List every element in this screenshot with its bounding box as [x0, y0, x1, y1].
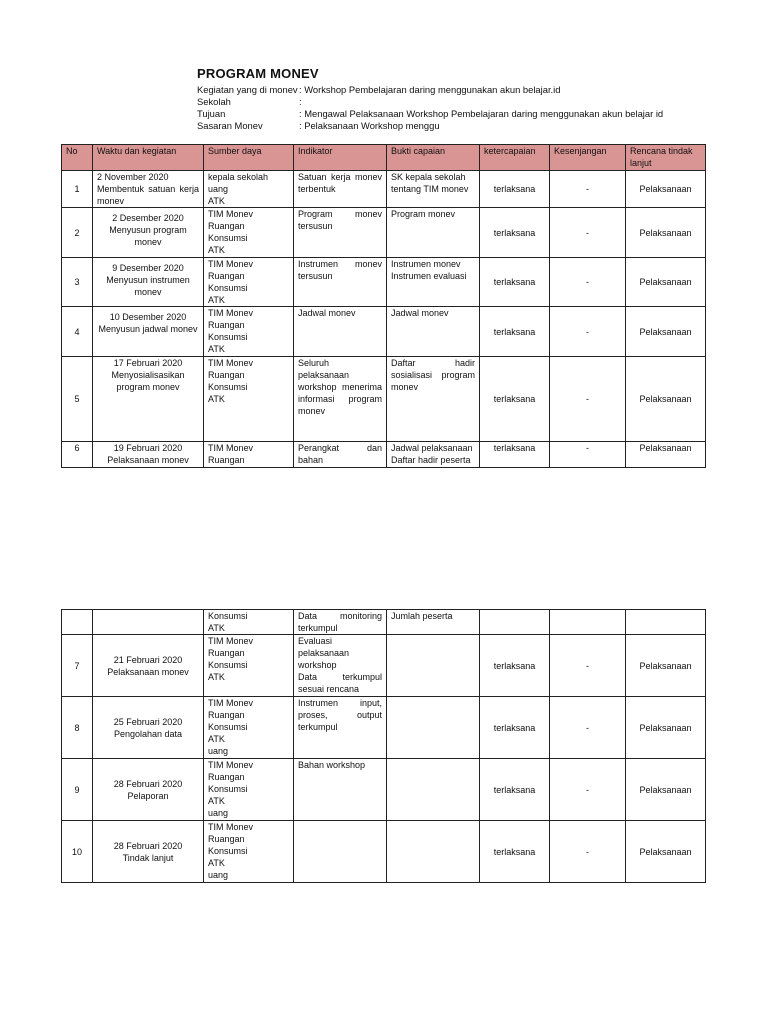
cell-ketercapaian: terlaksana [480, 208, 550, 258]
meta-row-sasaran [197, 120, 663, 132]
cell-ketercapaian: terlaksana [480, 759, 550, 821]
table-row [62, 307, 706, 357]
meta-label: Tujuan [197, 108, 226, 119]
meta-row-kegiatan [197, 84, 663, 96]
cell-waktu: 9 Desember 2020 Menyusun instrumen monev [93, 258, 204, 307]
meta-value: : Mengawal Pelaksanaan Workshop Pembelajaran daring menggunakan akun belajar id [299, 108, 664, 119]
cell-no: 8 [62, 697, 93, 759]
cell-rencana: Pelaksanaan [626, 821, 706, 883]
cell-bukti [387, 759, 480, 821]
cell-no: 10 [62, 821, 93, 883]
cell-sumber: TIM Monev Ruangan Konsumsi ATK uang [204, 821, 294, 883]
cell-bukti [387, 697, 480, 759]
cell-indikator: Data monitoring terkumpul [294, 610, 387, 635]
cell-no: 1 [62, 171, 93, 208]
cell-no: 6 [62, 442, 93, 468]
cell-waktu: 2 Desember 2020 Menyusun program monev [93, 208, 204, 258]
cell-bukti: SK kepala sekolah tentang TIM monev [387, 171, 480, 208]
meta-value: : [299, 96, 302, 107]
cell-ketercapaian [480, 610, 550, 635]
table-row [62, 697, 706, 759]
cell-no: 5 [62, 357, 93, 442]
header-bukti: Bukti capaian [387, 145, 480, 171]
table-row [62, 171, 706, 208]
cell-no: 9 [62, 759, 93, 821]
cell-rencana: Pelaksanaan [626, 697, 706, 759]
cell-kesenjangan: - [550, 208, 626, 258]
cell-sumber: TIM Monev Ruangan Konsumsi ATK [204, 258, 294, 307]
cell-no: 7 [62, 635, 93, 697]
cell-kesenjangan: - [550, 357, 626, 442]
cell-waktu: 28 Februari 2020 Pelaporan [93, 759, 204, 821]
table-row [62, 442, 706, 468]
meta-row-sekolah [197, 96, 663, 108]
cell-kesenjangan [550, 610, 626, 635]
table-row [62, 610, 706, 635]
cell-indikator: Perangkat dan bahan [294, 442, 387, 468]
cell-rencana: Pelaksanaan [626, 208, 706, 258]
cell-indikator: Seluruh pelaksanaan workshop menerima informasi program monev [294, 357, 387, 442]
cell-waktu: 19 Februari 2020 Pelaksanaan monev [93, 442, 204, 468]
cell-indikator: Program monev tersusun [294, 208, 387, 258]
cell-indikator: Instrumen monev tersusun [294, 258, 387, 307]
cell-bukti [387, 635, 480, 697]
table-row [62, 635, 706, 697]
table-row [62, 208, 706, 258]
cell-no: 3 [62, 258, 93, 307]
table-row [62, 258, 706, 307]
cell-indikator: Jadwal monev [294, 307, 387, 357]
table-header-row [62, 145, 706, 171]
cell-sumber: TIM Monev Ruangan Konsumsi ATK [204, 208, 294, 258]
cell-ketercapaian: terlaksana [480, 307, 550, 357]
cell-ketercapaian: terlaksana [480, 171, 550, 208]
meta-label: Sekolah [197, 96, 231, 107]
table-row [62, 759, 706, 821]
cell-sumber: TIM Monev Ruangan Konsumsi ATK [204, 307, 294, 357]
table-row [62, 821, 706, 883]
cell-indikator [294, 821, 387, 883]
cell-sumber: kepala sekolah uang ATK [204, 171, 294, 208]
cell-ketercapaian: terlaksana [480, 821, 550, 883]
cell-indikator: Satuan kerja monev terbentuk [294, 171, 387, 208]
cell-no: 4 [62, 307, 93, 357]
cell-waktu: 10 Desember 2020 Menyusun jadwal monev [93, 307, 204, 357]
cell-rencana: Pelaksanaan [626, 759, 706, 821]
cell-bukti [387, 821, 480, 883]
cell-rencana: Pelaksanaan [626, 442, 706, 468]
cell-kesenjangan: - [550, 759, 626, 821]
header-kesenjangan: Kesenjangan [550, 145, 626, 171]
cell-rencana: Pelaksanaan [626, 357, 706, 442]
cell-kesenjangan: - [550, 171, 626, 208]
header-indikator: Indikator [294, 145, 387, 171]
cell-no [62, 610, 93, 635]
cell-sumber: TIM Monev Ruangan Konsumsi ATK [204, 635, 294, 697]
cell-indikator: Bahan workshop [294, 759, 387, 821]
header-sumber: Sumber daya [204, 145, 294, 171]
meta-label: Kegiatan yang di monev [197, 84, 298, 95]
cell-rencana: Pelaksanaan [626, 171, 706, 208]
cell-waktu: 28 Februari 2020 Tindak lanjut [93, 821, 204, 883]
cell-sumber: TIM Monev Ruangan Konsumsi ATK uang [204, 697, 294, 759]
cell-waktu [93, 610, 204, 635]
monev-table-continued [61, 609, 706, 883]
cell-indikator: Evaluasi pelaksanaan workshop Data terkumpul sesuai rencana [294, 635, 387, 697]
cell-bukti: Jadwal monev [387, 307, 480, 357]
cell-kesenjangan: - [550, 307, 626, 357]
cell-bukti: Daftar hadir sosialisasi program monev [387, 357, 480, 442]
cell-kesenjangan: - [550, 821, 626, 883]
cell-sumber: TIM Monev Ruangan [204, 442, 294, 468]
cell-no: 2 [62, 208, 93, 258]
cell-ketercapaian: terlaksana [480, 635, 550, 697]
cell-ketercapaian: terlaksana [480, 357, 550, 442]
cell-rencana: Pelaksanaan [626, 307, 706, 357]
cell-rencana [626, 610, 706, 635]
monev-table [61, 144, 706, 468]
cell-kesenjangan: - [550, 442, 626, 468]
cell-ketercapaian: terlaksana [480, 442, 550, 468]
cell-waktu: 17 Februari 2020 Menyosialisasikan program monev [93, 357, 204, 442]
cell-kesenjangan: - [550, 697, 626, 759]
document-title: PROGRAM MONEV [197, 66, 319, 81]
cell-rencana: Pelaksanaan [626, 635, 706, 697]
cell-ketercapaian: terlaksana [480, 697, 550, 759]
cell-bukti: Instrumen monev Instrumen evaluasi [387, 258, 480, 307]
cell-sumber: TIM Monev Ruangan Konsumsi ATK uang [204, 759, 294, 821]
cell-waktu: 2 November 2020 Membentuk satuan kerja monev [93, 171, 204, 208]
meta-label: Sasaran Monev [197, 120, 263, 131]
cell-bukti: Jadwal pelaksanaan Daftar hadir peserta [387, 442, 480, 468]
cell-waktu: 21 Februari 2020 Pelaksanaan monev [93, 635, 204, 697]
meta-value: : Workshop Pembelajaran daring menggunakan akun belajar.id [299, 84, 561, 95]
meta-value: : Pelaksanaan Workshop menggu [299, 120, 440, 131]
header-no: No [62, 145, 93, 171]
header-ketercapaian: ketercapaian [480, 145, 550, 171]
cell-kesenjangan: - [550, 258, 626, 307]
cell-waktu: 25 Februari 2020 Pengolahan data [93, 697, 204, 759]
cell-ketercapaian: terlaksana [480, 258, 550, 307]
meta-row-tujuan [197, 108, 663, 120]
cell-rencana: Pelaksanaan [626, 258, 706, 307]
document-meta [197, 84, 663, 132]
cell-sumber: TIM Monev Ruangan Konsumsi ATK [204, 357, 294, 442]
cell-kesenjangan: - [550, 635, 626, 697]
cell-bukti: Jumlah peserta [387, 610, 480, 635]
cell-bukti: Program monev [387, 208, 480, 258]
header-waktu: Waktu dan kegiatan [93, 145, 204, 171]
table-row [62, 357, 706, 442]
cell-indikator: Instrumen input, proses, output terkumpul [294, 697, 387, 759]
cell-sumber: Konsumsi ATK [204, 610, 294, 635]
header-rencana: Rencana tindak lanjut [626, 145, 706, 171]
